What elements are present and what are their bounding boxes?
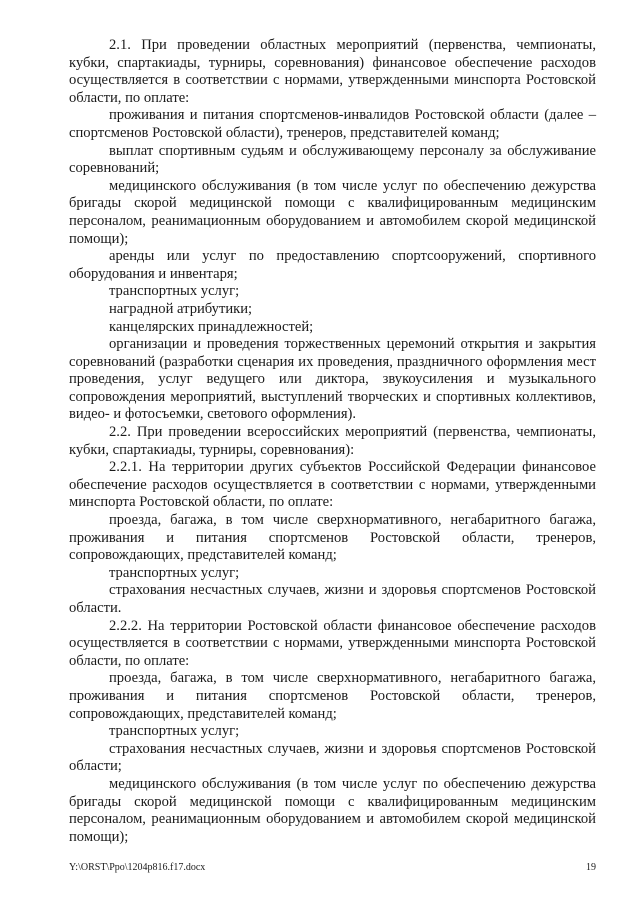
paragraph: 2.2.1. На территории других субъектов Российской Федерации финансовое обеспечение расходов осуществляется в соответствии с нормами, утвержденными минспорта Ростовской области, по оплате:: [69, 459, 596, 511]
paragraph: медицинского обслуживания (в том числе услуг по обеспечению дежурства бригады скорой медицинской помощи с квалифицированным медицинским персоналом, реанимационным оборудованием и автомобилем скорой медицинской помощи);: [69, 775, 596, 845]
paragraph: транспортных услуг;: [109, 283, 240, 300]
paragraph: канцелярских принадлежностей;: [109, 318, 314, 335]
paragraph: выплат спортивным судьям и обслуживающему персоналу за обслуживание соревнований;: [69, 142, 596, 177]
document-body: [69, 37, 596, 846]
paragraph: транспортных услуг;: [109, 564, 240, 581]
paragraph: страхования несчастных случаев, жизни и здоровья спортсменов Ростовской области;: [69, 740, 596, 775]
page-number: 19: [586, 862, 596, 873]
paragraph: 2.2.2. На территории Ростовской области финансовое обеспечение расходов осуществляется в соответствии с нормами, утвержденными минспорта Ростовской области, по оплате:: [69, 617, 596, 669]
paragraph: наградной атрибутики;: [109, 300, 253, 317]
paragraph: организации и проведения торжественных церемоний открытия и закрытия соревнований (разработки сценария их проведения, праздничного оформления мест проведения, услуг ведущего или диктора, звукоусиления и музыкального сопровождения мероприятий, выступлений творческих и спортивных коллективов, видео- и фотосъемки, светового оформления).: [69, 336, 596, 423]
paragraph: 2.1. При проведении областных мероприятий (первенства, чемпионаты, кубки, спартакиады, турниры, соревнования) финансовое обеспечение расходов осуществляется в соответствии с нормами, утвержденными минспорта Ростовской области, по оплате:: [69, 37, 596, 106]
paragraph: 2.2. При проведении всероссийских мероприятий (первенства, чемпионаты, кубки, спартакиады, турниры, соревнования):: [69, 424, 596, 458]
paragraph: медицинского обслуживания (в том числе услуг по обеспечению дежурства бригады скорой медицинской помощи с квалифицированным медицинским персоналом, реанимационным оборудованием и автомобилем скорой медицинской помощи);: [69, 177, 596, 247]
paragraph: проживания и питания спортсменов-инвалидов Ростовской области (далее – спортсменов Ростовской области), тренеров, представителей команд;: [69, 107, 596, 141]
file-path: Y:\ORST\Ppo\1204p816.f17.docx: [69, 862, 206, 873]
paragraph: проезда, багажа, в том числе сверхнормативного, негабаритного багажа, проживания и питания спортсменов Ростовской области, тренеров, сопровождающих, представителей команд;: [69, 512, 596, 564]
paragraph: транспортных услуг;: [109, 723, 240, 740]
paragraph: страхования несчастных случаев, жизни и здоровья спортсменов Ростовской области.: [69, 582, 596, 616]
paragraph: аренды или услуг по предоставлению спортсооружений, спортивного оборудования и инвентаря;: [69, 248, 596, 282]
paragraph: проезда, багажа, в том числе сверхнормативного, негабаритного багажа, проживания и питания спортсменов Ростовской области, тренеров, сопровождающих, представителей команд;: [69, 670, 596, 722]
